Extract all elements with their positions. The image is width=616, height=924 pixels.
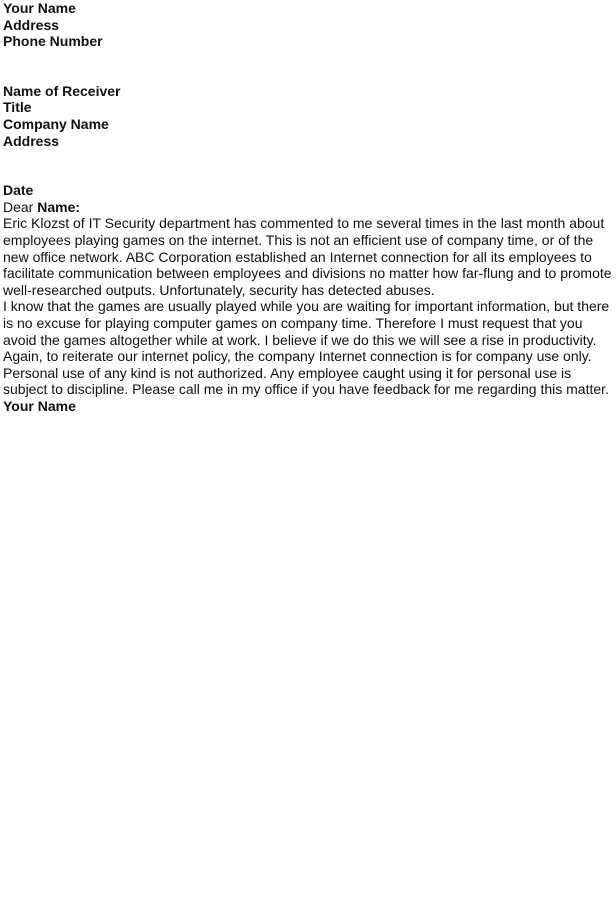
greeting-name: Name: xyxy=(37,198,81,215)
receiver-block xyxy=(3,83,613,149)
body-paragraph-2: I know that the games are usually played while you are waiting for important information, but there is no excuse for playing computer games on company time. Therefore I must request that you avoid the games altogether while at work. I believe if we do this we will see a rise in productivity. Again, to reiterate our internet policy, the company Internet connection is for company use only. Personal use of any kind is not authorized. Any employee caught using it for personal use is subject to discipline. Please call me in my office if you have feedback for me regarding this matter. xyxy=(3,298,610,398)
sender-address: Address xyxy=(3,16,60,33)
greeting-line xyxy=(3,199,613,216)
sender-name: Your Name xyxy=(3,0,76,16)
receiver-company: Company Name xyxy=(3,115,109,132)
receiver-title: Title xyxy=(3,99,32,116)
receiver-address: Address xyxy=(3,132,60,149)
letter-document xyxy=(3,0,613,414)
greeting-salutation: Dear xyxy=(3,198,38,215)
letter-date: Date xyxy=(3,182,34,199)
sender-block xyxy=(3,0,613,50)
sender-phone: Phone Number xyxy=(3,33,103,50)
receiver-name: Name of Receiver xyxy=(3,82,121,99)
closing-signature: Your Name xyxy=(3,397,76,414)
date-block xyxy=(3,182,613,199)
body-paragraph-1: Eric Klozst of IT Security department has commented to me several times in the last month about employees playing games on the internet. This is not an efficient use of company time, or of the new office network. ABC Corporation established an Internet connection for all its employees to facilitate communication between employees and divisions no matter how far-flung and to promote well-researched outputs. Unfortunately, security has detected abuses. xyxy=(3,215,612,298)
